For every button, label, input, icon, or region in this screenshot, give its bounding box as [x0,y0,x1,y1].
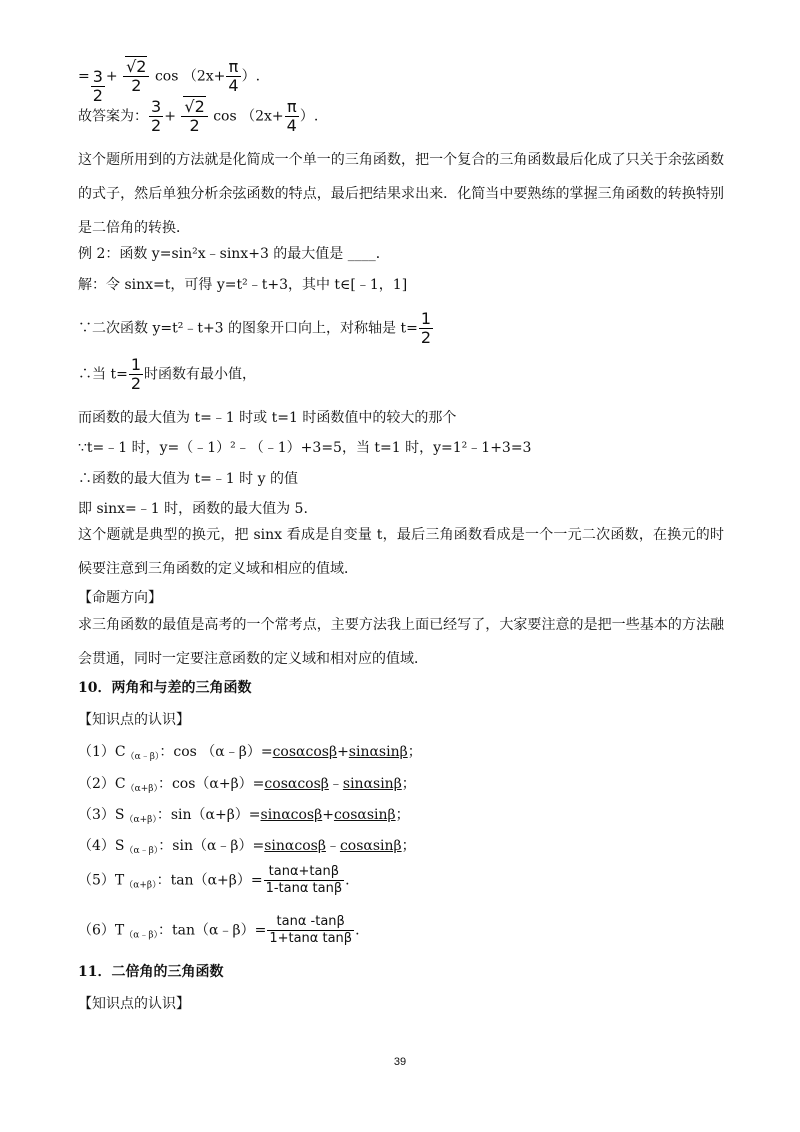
tan-diff-fraction: $\frac{\tan\alpha -\tan\beta}{\text{1+tanα tanβ}}$ [269,914,353,946]
example-2: 例 2：函数 y=sin²x﹣sinx+3 的最大值是 ____． [78,246,390,262]
formula-2: $(2)C_{(\alpha+\beta)}$：cos（α+β）=cosαcosβ﹣sinαsinβ； [78,776,416,794]
fraction-sqrt2-half: $\frac{√2}{2}$ [123,58,149,95]
fraction-sqrt2-half: $\frac{√2}{2}$ [181,98,207,135]
formula-3: $(3)S_{(\alpha+\beta)}$：sin（α+β）=sinαcosβ+cosαsinβ； [78,807,410,825]
section-11-heading: 11．二倍角的三角函数 [78,964,224,980]
direction-heading: 【命题方向】 [78,590,162,606]
symmetry-axis-line: ∵二次函数 y=t²﹣t+3 的图象开口向上，对称轴是 t= $\frac{1}{2}$ [78,309,432,347]
result-formula: = $\frac{3}{2}$ + $\frac{√2}{2}$ cos （2x+ $\frac{\pi}{4}$ ）. [78,57,261,105]
formula-6: $(6)T_{(\alpha﹣\beta)}$：tan（α﹣β）= $\frac{\tan\alpha -\tan\beta}{\text{1+tanα tanβ}}$ . [78,914,360,946]
explanation-paragraph: 这个题所用到的方法就是化简成一个单一的三角函数，把一个复合的三角函数最后化成了只关于余弦函数的式子，然后单独分析余弦函数的特点，最后把结果求出来．化简当中要熟练的掌握三角函数的转换特别是二倍角的转换． [78,152,724,236]
formula-5: $(5)T_{(\alpha+\beta)}$：tan（α+β）= $\frac{\tan\alpha+\tan\beta}{\text{1-tanα tanβ}}$ . [78,864,350,896]
conclusion-line: 即 sinx=﹣1 时，函数的最大值为 5. [78,501,308,517]
fraction-pi-quarter: $\frac{\pi}{4}$ [228,57,239,95]
formula-1: $(1)C_{(\alpha﹣\beta)}$：cos （α﹣β）=cosαcosβ+sinαsinβ； [78,744,422,762]
solution-line: 解：令 sinx=t，可得 y=t²﹣t+3，其中 t∈[﹣1，1] [78,277,408,293]
fraction-one-half: $\frac{1}{2}$ [420,309,432,347]
fraction-three-halves: $\frac{3}{2}$ [92,67,103,105]
knowledge-heading-2: 【知识点的认识】 [78,996,190,1012]
knowledge-heading: 【知识点的认识】 [78,712,190,728]
answer-line: 故答案为： $\frac{3}{2}$ + $\frac{√2}{2}$ cos （2x+ $\frac{\pi}{4}$ ）. [78,97,319,135]
section-10-heading: 10．两角和与差的三角函数 [78,680,252,696]
page-number: 39 [393,1056,407,1068]
max-compare-line: 而函数的最大值为 t=﹣1 时或 t=1 时函数值中的较大的那个 [78,410,457,426]
calc-line: ∵t=﹣1 时，y=（﹣1）²﹣（﹣1）+3=5，当 t=1 时，y=1²﹣1+3=3 [78,440,532,456]
fraction-three-halves: $\frac{3}{2}$ [151,97,162,135]
tan-sum-fraction: $\frac{\tan\alpha+\tan\beta}{\text{1-tanα tanβ}}$ [265,864,343,896]
formula-4: $(4)S_{(\alpha﹣\beta)}$：sin（α﹣β）=sinαcosβ﹣cosαsinβ； [78,838,416,856]
substitution-paragraph: 这个题就是典型的换元，把 sinx 看成是自变量 t，最后三角函数看成是一个一元二次函数，在换元的时候要注意到三角函数的定义域和相应的值域． [78,527,724,577]
therefore-line: ∴函数的最大值为 t=﹣1 时 y 的值 [78,471,298,487]
fraction-one-half: $\frac{1}{2}$ [130,355,141,393]
minimum-line: ∴当 t= $\frac{1}{2}$ 时函数有最小值， [78,355,256,393]
fraction-pi-quarter: $\frac{\pi}{4}$ [286,97,297,135]
direction-paragraph: 求三角函数的最值是高考的一个常考点，主要方法我上面已经写了，大家要注意的是把一些基本的方法融会贯通，同时一定要注意函数的定义域和相对应的值域． [78,617,724,667]
